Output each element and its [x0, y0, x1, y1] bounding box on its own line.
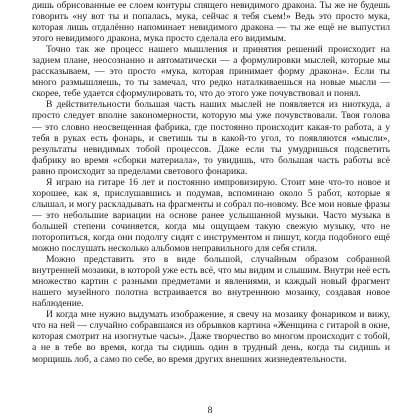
body-text: [32, 0, 390, 365]
paragraph: Точно так же процесс нашего мышления и принятия решений происходит на заднем плане, неосознанно и автоматически — а формулировки мыслей, которые мы рассказываем, — это просто «мука, которая принимает форму дракона». Если ты много размышляешь, то ты замечал, что редко наталкиваешься на новые мысли — скорее, тебе удается сформулировать то, что до этого уже почувствовал и понял.: [32, 44, 390, 100]
paragraph: И когда мне нужно выдумать изображение, я свечу на мозаику фонариком и вижу, что на ней — случайно собравшаяся из обрывков картина «Женщина с гитарой в окне, которая смотрит на изогнутые часы». Даже творчество во многом происходит с тобой, а не в тебе во время, когда ты сидишь один в трудный день, когда ты сидишь и морщишь лоб, а само по себе, во время других внешних жизнедеятельности.: [32, 309, 390, 365]
paragraph: дишь обрисованные ее слоем контуры спящего невидимого дракона. Ты же не будешь говорить «ну вот ты и попалась, мука, сейчас я тебя съем!» Ведь это просто мука, которая лишь отдалённо напоминает невидимого дракона — ты же ещё не выпустил этого невидимого дракона, мука просто сделала его видимым.: [32, 0, 390, 45]
paragraph: Можно представить это в виде большой, случайным образом собранной внутренней мозаики, в которой уже есть всё, что мы видим и слышим. Внутри неё есть множество картин с разными предметами и явлениями, и каждый новый фрагмент нашего музейного полотна встраивается во внутреннюю мозаику, создавая новое наблюдение.: [32, 254, 390, 310]
page-number: 8: [207, 405, 213, 416]
paragraph: В действительности большая часть наших мыслей не появляется из ниоткуда, а просто следует вполне закономерности, которую мы уже почувствовали. Твоя голова — это словно неосвещенная фабрика, где постоянно происходит какая-то работа, а у тебя в руках есть фонарь, и светишь ты в какой-то угол, то появляются «мысли», результаты невидимых тобой процессов. Даже если ты умудришься подсветить фабрику во время «сборки материала», то увидишь, что большая часть работы всё равно происходит за пределами светового фонарика.: [32, 99, 390, 177]
paragraph: Я играю на гитаре 16 лет и постоянно импровизирую. Стоит мне что-то новое и хорошее, как я, прислушавшись и подумав, вспоминаю около 5 работ, которые я слышал, и могу раскладывать на фрагменты и собрал по-новому. Все мои новые фразы — это небольшие вариации на основе ранее услышанной музыки. Часто музыка в большей степени сочиняется, когда мы ощущаем такую свежую музыку, что не поторопиться, когда они подолгу сидят с инструментом и пишут, когда подобного ещё можно послушать несколько альбомов неправильного для себя стиля.: [32, 176, 390, 255]
